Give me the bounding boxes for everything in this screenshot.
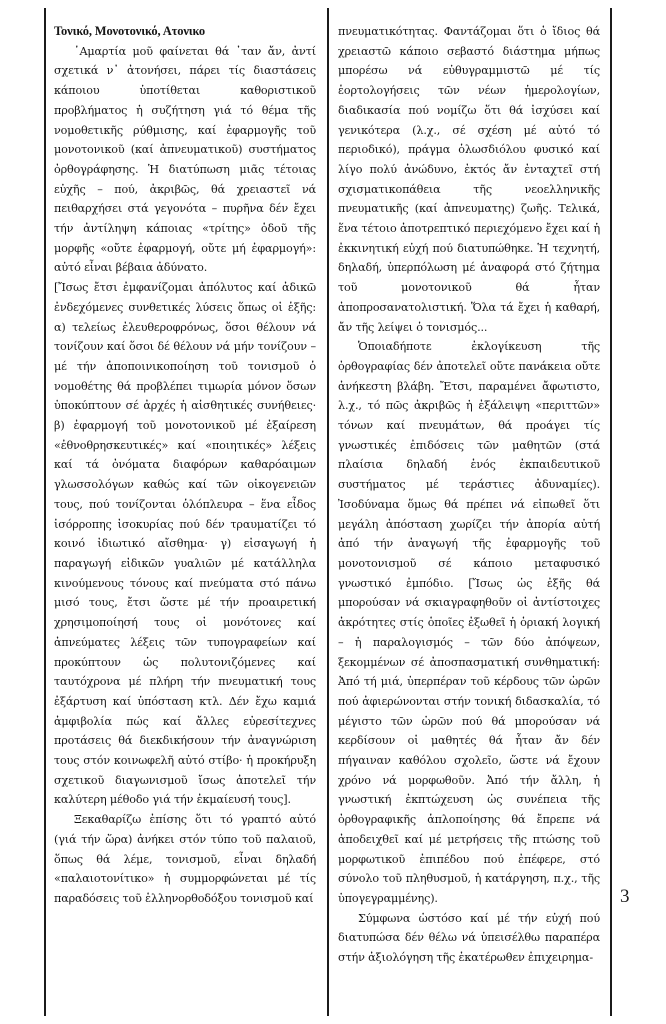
page-number: 3 bbox=[620, 886, 630, 907]
left-column bbox=[54, 22, 316, 1008]
right-paragraph-2: Ὁποιαδήποτε ἐκλογίκευση τῆς ὀρθογραφίας δέν ἀποτελεῖ οὔτε πανάκεια οὔτε ἀνήκεστη βλάβη. Ἔτσι, παραμένει ἄφωτιστο, λ.χ., τό πῶς ἀκριβῶς ἡ ἐξάλειψη «περιττῶν» τόνων καί πνευμάτων, θά προάγει τίς γνωστικές ἐπιδόσεις τῶν μαθητῶν (στά πλαίσια δηλαδή ἑνός ἐκπαιδευτικοῦ συστήματος μέ τεράστιες ἀδυναμίες). Ἰσοδύναμα ὅμως θά πρέπει νά εἰπωθεῖ ὅτι μεγάλη ἀπόσταση χωρίζει τήν ἀπορία αὐτή ἀπό τήν ἀναγωγή τῆς ἐφαρμογῆς τοῦ μονοτονισμοῦ σέ κάποιο μεταφυσικό γνωστικό ἐμπόδιο. [Ἴσως ὡς ἐξῆς θά μπορούσαν νά σκιαγραφηθοῦν οἱ ἀντίστοιχες ἀκρότητες στίς ὁποῖες ἐξωθεῖ ἡ ὁριακή λογική – ἡ παραλογισμός – τῶν δύο ἀπόψεων, ξεκομμένων σέ ἀποσπασματική συνθηματική: Ἀπό τή μιά, ὑπερπέραν τοῦ κέρδους τῶν ὡρῶν πού ἀφιερώνονται στήν τονική διδασκαλία, τό μέγιστο τῶν ὡρῶν πού θά μπορούσαν νά κερδίσουν οἱ μαθητές θά ἦταν ἄν δέν πήγαιναν καθόλου σχολεῖο, ὥστε νά ἔχουν χρόνο νά μορφωθοῦν. Ἀπό τήν ἄλλη, ἡ γνωστική ἐκπτώχευση ὡς συνέπεια τῆς ὀρθογραφικῆς ἁπλοποίησης θά ἔπρεπε νά ἀποδειχθεῖ καί μέ μετρήσεις τῆς πτώσης τοῦ μορφωτικοῦ ἐπιπέδου πού ἐπέφερε, στό σύνολο τοῦ πληθυσμοῦ, ἡ κατάργηση, π.χ., τῆς ὑπογεγραμμένης). bbox=[338, 340, 600, 905]
right-paragraph-1: πνευματικότητας. Φαντάζομαι ὅτι ὁ ἴδιος θά χρειαστῶ κάποιο σεβαστό διάστημα μήπως μπορέσω νά εὐθυγραμμιστῶ μέ τίς ἑορτολογήσεις τῶν νέων ἡμερολογίων, διαδικασία πού νομίζω ὅτι θά ἰσχύσει καί γενικότερα (λ.χ., σέ σχέση μέ αὐτό τό περιοδικό), πράγμα ὁλωσδιόλου φυσικό καί λίγο πολύ ἀνώδυνο, ἐκτός ἄν ἐνταχτεῖ στή σχισματικοπάθεια τῆς νεοελληνικῆς πνευματικῆς (καί ἀπνευματης) ζωῆς. Τελικά, ἕνα τέτοιο ἀποτρεπτικό περιεχόμενο ἔχει καί ἡ ἐκκινητική εὐχή πού διατυπώθηκε. Ἡ τεχνητή, δηλαδή, ὑπερπόλωση μέ ἀναφορά στό ζήτημα τοῦ μονοτονικοῦ θά ἦταν ἀποπροσανατολιστική. Ὅλα τά ἔχει ἡ καθαρή, ἄν τῆς λείψει ὁ τονισμός... bbox=[338, 25, 600, 334]
right-border-rule bbox=[610, 8, 612, 1016]
left-paragraph-3: Ξεκαθαρίζω ἐπίσης ὅτι τό γραπτό αὐτό (γιά τήν ὥρα) ἀνήκει στόν τύπο τοῦ παλαιοῦ, ὅπως θά λέμε, τονισμοῦ, εἶναι δηλαδή «παλαιοτονίτικο» ἡ συμμορφώνεται μέ τίς παραδόσεις τοῦ ἑλληνορθοδόξου τονισμοῦ καί bbox=[54, 813, 316, 905]
left-border-rule bbox=[44, 8, 46, 1016]
left-paragraph-2: [Ἴσως ἔτσι ἐμφανίζομαι ἀπόλυτος καί ἀδικῶ ἐνδεχόμενες συνθετικές λύσεις ὅπως οἱ ἑξῆς: α) τελείως ἐλευθεροφρόνως, ὅσοι θέλουν νά τονίζουν καί ὅσοι δέ θέλουν νά μήν τονίζουν – μέ τήν ἀποποινικοποίηση τοῦ τονισμοῦ ὁ νομοθέτης θά προβλέπει τιμωρία μόνον ὅσων ὑποκύπτουν σέ ἀρχές ἡ αἰσθητικές συνήθειες· β) ἐφαρμογή τοῦ μονοτονικοῦ μέ ἐξαίρεση «ἐθνοθρησκευτικές» καί «ποιητικές» λέξεις καί τά ὀνόματα διαφόρων καθαρόαιμων γλωσσολόγων καθώς καί τῶν οἰκογενειῶν τους, πού τονίζονται ὁλόπλευρα – ἕνα εἶδος ἰσόρροπης ἰσοκυρίας πού δέν τραυματίζει τό κοινό ἰδιωτικό αἴσθημα· γ) εἰσαγωγή ἡ παραγωγή εἰδικῶν γυαλιῶν μέ κατάλληλα κινούμενους τόνους καί πνεύματα στό πάνω μισό τους, ἔτσι ὥστε μέ τήν προαιρετική χρησιμοποίησή τους οἱ μονότονες καί ἀπνεύματες λέξεις τῶν τυπογραφείων καί προκύπτουν ὡς πολυτονιζόμενες καί ταυτόχρονα μέ πλήρη τήν πνευματική τους ἐξάρτυση καί ὑπόσταση κτλ. Δέν ἔχω καμιά ἀμφιβολία πώς καί ἄλλες εὐρεσίτεχνες προτάσεις θά διεκδικήσουν τήν ἀναγνώριση τους στόν κοινωφελῆ αὐτό στίβο· ἡ προκήρυξη σχετικοῦ διαγωνισμοῦ ἴσως ἀποτελεῖ τήν καλύτερη μέθοδο γιά τήν ἐκμαίευσή τους]. bbox=[54, 281, 316, 807]
right-column bbox=[338, 22, 600, 1008]
column-divider-rule bbox=[327, 8, 329, 1016]
article-title: Τονικό, Μονοτονικό, Ατονικο bbox=[54, 24, 206, 38]
right-paragraph-3: Σύμφωνα ὡστόσο καί μέ τήν εὐχή πού διατυπώσα δέν θέλω νά ὑπεισέλθω παραπέρα στήν ἀξιολόγηση τῆς ἑκατέρωθεν ἐπιχειρημα- bbox=[338, 911, 600, 965]
left-paragraph-1: ῾Αμαρτία μοῦ φαίνεται θά ᾽ταν ἄν, ἀντί σχετικά ν᾽ ἀτονήσει, πάρει τίς διαστάσεις κάποιου ὑποτίθεται καθοριστικοῦ προβλήματος ἡ συζήτηση γιά τό θέμα τῆς νομοθετικῆς ρύθμισης, καί ἐφαρμογῆς τοῦ μονοτονικοῦ (καί ἀπνευματικοῦ) συστήματος ὀρθογράφησης. Ἡ διατύπωση μιᾶς τέτοιας εὐχῆς – πού, ἀκριβῶς, θά χρειαστεῖ νά πειθαρχήσει στά γεγονότα – πυρῆνα δέν ἔχει τήν ἀντίληψη κάποιας «τρίτης» ὁδοῦ τῆς μορφῆς «οὔτε ἐφαρμογή, οὔτε μή ἐφαρμογή»: αὐτό εἶναι βέβαια ἀδύνατο. bbox=[54, 44, 316, 275]
